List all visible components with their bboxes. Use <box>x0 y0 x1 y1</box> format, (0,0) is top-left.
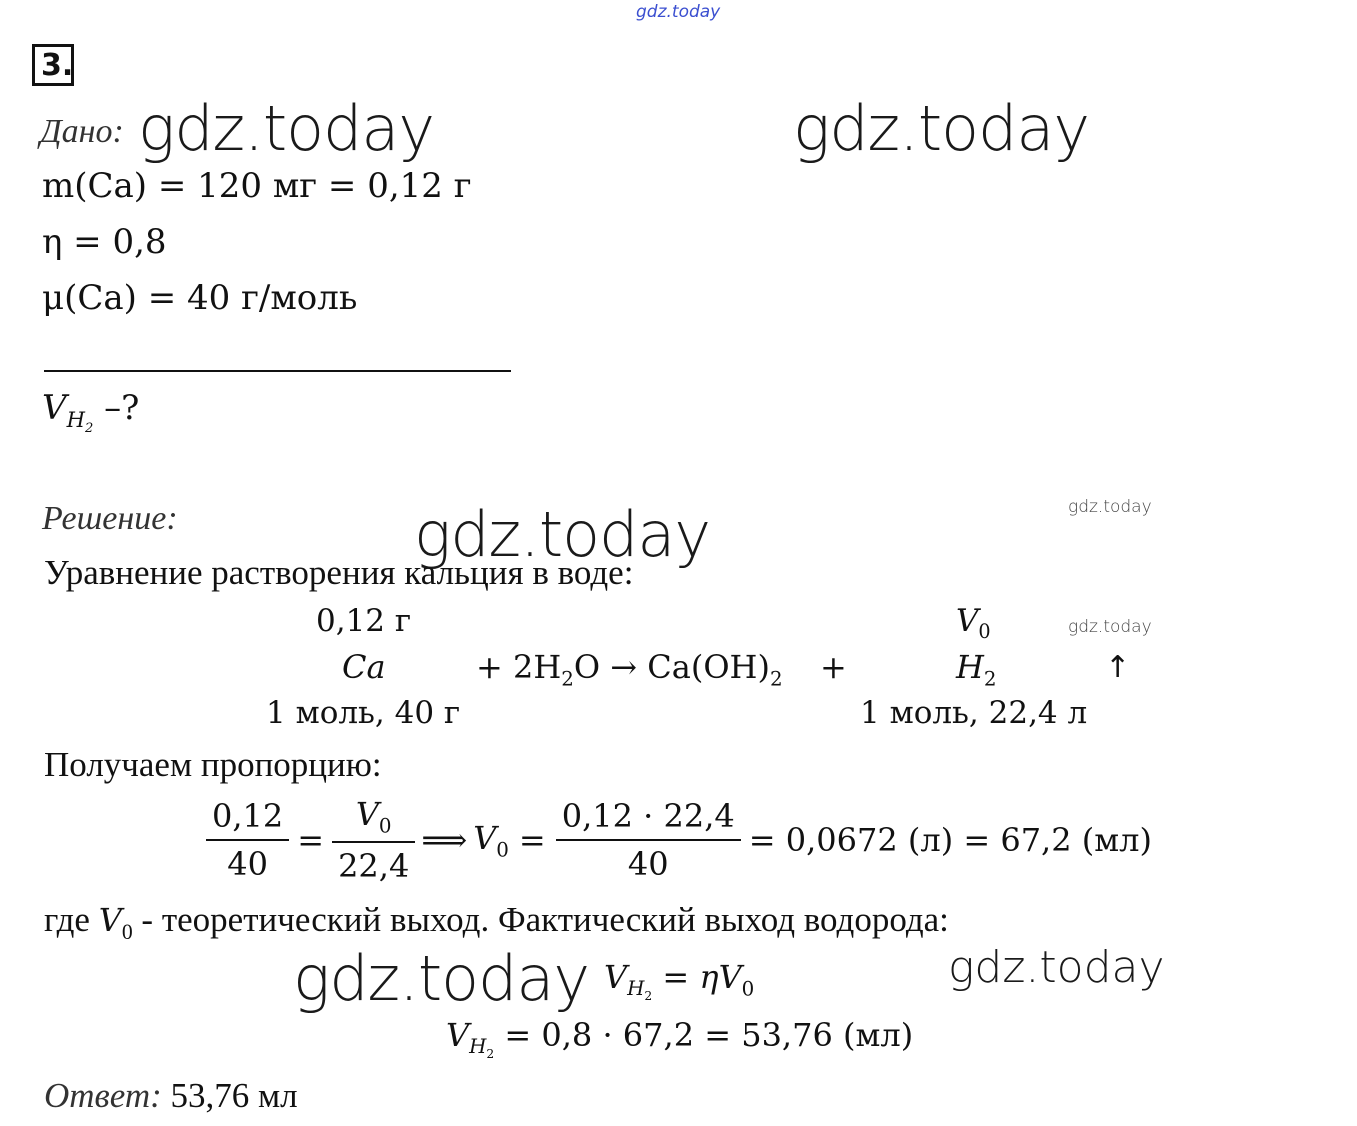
given-molar-mass: μ(Ca) = 40 г/моль <box>42 278 358 318</box>
find-suffix: –? <box>93 388 140 428</box>
formula-1 <box>604 958 754 1003</box>
formula-2 <box>446 1016 913 1061</box>
where-text: - теоретический выход. Фактический выход водорода: <box>132 900 949 939</box>
eq-top-right <box>956 603 991 643</box>
proportion-result: = 0,0672 (л) = 67,2 (мл) <box>748 821 1152 860</box>
watermark-6: gdz.today <box>293 942 590 1015</box>
formula-2-rhs: = 0,8 · 67,2 = 53,76 (мл) <box>494 1016 914 1054</box>
eq-plus: + <box>820 648 847 686</box>
eq-bottom-right: 1 моль, 22,4 л <box>860 695 1088 731</box>
v0-var: V <box>473 819 497 857</box>
fraction-2-num: V <box>355 795 379 833</box>
proportion-intro: Получаем пропорцию: <box>44 745 382 784</box>
fraction-3 <box>556 797 741 883</box>
fraction-2-num-sub: 0 <box>378 814 392 838</box>
fraction-1-den: 40 <box>227 845 268 884</box>
given-mass: m(Ca) = 120 мг = 0,12 г <box>42 166 472 206</box>
formula-2-lhs: V <box>446 1016 470 1054</box>
find-line <box>42 388 139 436</box>
formula-1-lhs-sub: H <box>627 977 645 1001</box>
find-sub2: 2 <box>84 421 94 436</box>
v0-sub: 0 <box>496 838 509 862</box>
eq-middle-sub2: 2 <box>769 667 783 691</box>
fraction-1-num: 0,12 <box>212 797 284 836</box>
watermark-3: gdz.today <box>414 498 711 571</box>
find-var: V <box>42 388 67 428</box>
given-label: Дано: <box>40 113 124 150</box>
watermark-1: gdz.today <box>138 92 435 165</box>
eq-top-right-var: V <box>956 603 979 639</box>
eq-middle-b: O → Ca(OH) <box>573 648 770 686</box>
formula-1-lhs-sub2: 2 <box>644 989 653 1004</box>
where-prefix: где <box>44 900 99 939</box>
watermark-2: gdz.today <box>793 92 1090 165</box>
fraction-2 <box>332 795 415 885</box>
fraction-3-den: 40 <box>627 845 669 884</box>
watermark-top: gdz.today <box>636 2 721 22</box>
eq-middle-sub: 2 <box>561 667 574 691</box>
eq-middle <box>476 648 783 690</box>
watermark-5: gdz.today <box>1068 617 1152 637</box>
watermark-4: gdz.today <box>1068 497 1152 517</box>
problem-number: 3. <box>32 44 74 86</box>
answer-line <box>44 1076 298 1116</box>
eq-bottom-left: 1 моль, 40 г <box>266 695 461 731</box>
fraction-1 <box>206 797 289 883</box>
eq-product-var: H <box>956 648 984 686</box>
eq-sign-2: = <box>518 821 546 860</box>
solution-intro: Уравнение растворения кальция в воде: <box>44 553 634 592</box>
given-divider <box>44 370 511 372</box>
fraction-3-num: 0,12 · 22,4 <box>561 797 735 836</box>
formula-1-lhs: V <box>604 958 628 996</box>
formula-1-rhs-sub: 0 <box>741 977 755 1001</box>
answer-value: 53,76 мл <box>161 1076 298 1115</box>
v0-symbol <box>473 819 509 861</box>
eq-top-right-sub: 0 <box>978 620 991 644</box>
implies-sign: ⟹ <box>421 821 468 860</box>
eq-product <box>956 648 997 690</box>
find-sub: H <box>66 406 85 432</box>
eq-middle-a: + 2H <box>476 648 562 686</box>
eq-product-sub: 2 <box>983 667 997 691</box>
answer-label: Ответ: <box>44 1076 162 1115</box>
gas-arrow-icon: ↑ <box>1105 650 1131 685</box>
where-sub: 0 <box>121 920 133 944</box>
watermark-7: gdz.today <box>948 942 1165 993</box>
proportion-formula <box>206 795 1152 885</box>
eq-sign-1: = <box>297 821 325 860</box>
solution-label: Решение: <box>42 500 178 537</box>
where-var: V <box>98 901 122 939</box>
formula-1-rhs: = ηV <box>652 958 742 996</box>
formula-2-lhs-sub2: 2 <box>486 1047 495 1062</box>
formula-2-lhs-sub: H <box>469 1035 487 1059</box>
fraction-2-den: 22,4 <box>338 847 410 886</box>
given-yield: η = 0,8 <box>42 222 167 262</box>
eq-reactant: Ca <box>342 648 386 686</box>
where-line <box>44 900 949 945</box>
eq-top-left: 0,12 г <box>316 603 412 639</box>
